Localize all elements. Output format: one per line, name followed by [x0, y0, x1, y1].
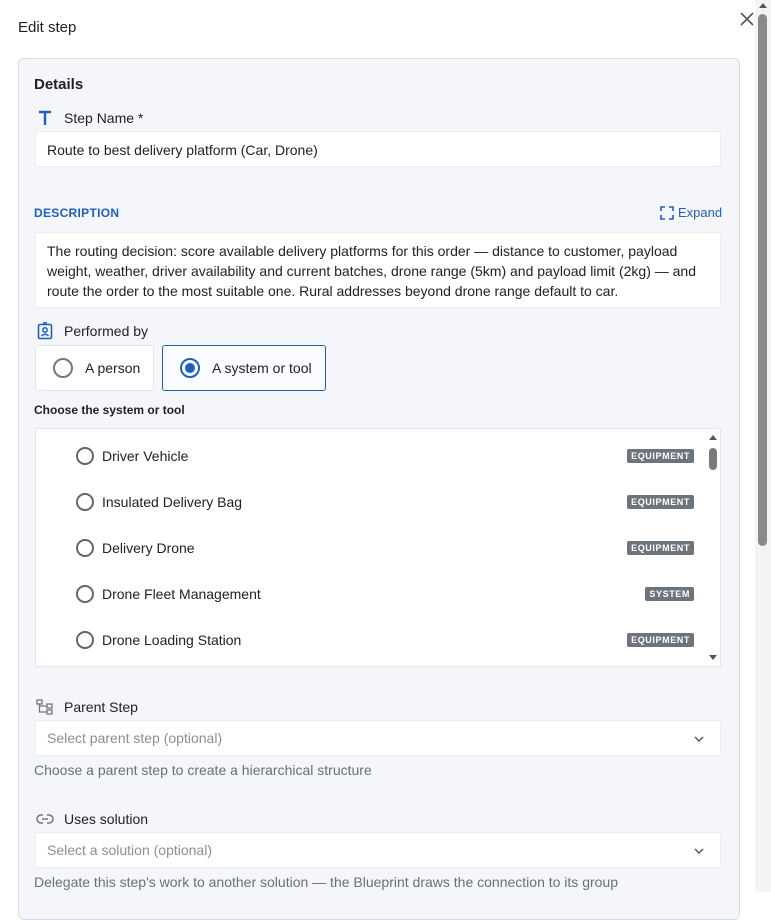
- parent-step-select[interactable]: [35, 720, 721, 756]
- uses-solution-label-row: [34, 809, 148, 829]
- close-icon[interactable]: [738, 10, 756, 28]
- uses-solution-helper: Delegate this step's work to another solution — the Blueprint draws the connection to its group: [34, 874, 619, 890]
- person-option-label: A person: [85, 360, 141, 376]
- scrollbar-thumb[interactable]: [758, 14, 767, 546]
- list-item[interactable]: [36, 433, 706, 479]
- item-radio[interactable]: [76, 447, 94, 465]
- parent-step-label: Parent Step: [64, 699, 138, 715]
- performer-option-person[interactable]: [35, 345, 154, 391]
- type-badge: EQUIPMENT: [627, 541, 694, 555]
- uses-solution-label: Uses solution: [64, 811, 149, 827]
- dialog-scrollbar[interactable]: [755, 0, 771, 892]
- description-textarea[interactable]: The routing decision: score available delivery platforms for this order — distance to customer, payload weight, weather, driver availability and current batches, drone range (5km) and payload limit (2kg) — and route the order to the most suitable one. Rural addresses beyond drone range default to car.: [35, 232, 721, 308]
- uses-solution-select[interactable]: [35, 832, 721, 868]
- system-tool-listbox: [35, 428, 721, 667]
- choose-system-label: Choose the system or tool: [34, 403, 185, 417]
- list-item[interactable]: [36, 525, 706, 571]
- list-scrollbar-thumb[interactable]: [709, 448, 717, 470]
- item-label: Drone Loading Station: [102, 632, 242, 648]
- chevron-down-icon: [694, 734, 704, 744]
- scroll-up-arrow-icon[interactable]: [759, 3, 767, 8]
- chevron-down-icon: [694, 846, 704, 856]
- details-section-title: Details: [34, 76, 84, 93]
- item-radio[interactable]: [76, 585, 94, 603]
- description-label: DESCRIPTION: [34, 206, 120, 220]
- type-badge: SYSTEM: [645, 587, 694, 601]
- item-label: Driver Vehicle: [102, 448, 189, 464]
- expand-label: Expand: [678, 205, 723, 220]
- item-radio[interactable]: [76, 493, 94, 511]
- item-label: Delivery Drone: [102, 540, 195, 556]
- item-radio[interactable]: [76, 631, 94, 649]
- performed-by-label-row: [34, 321, 148, 341]
- listbox-scrollbar[interactable]: [706, 429, 720, 666]
- expand-icon: [660, 206, 674, 220]
- step-name-input[interactable]: Route to best delivery platform (Car, Drone): [35, 131, 721, 167]
- parent-step-helper: Choose a parent step to create a hierarchical structure: [34, 762, 372, 778]
- type-badge: EQUIPMENT: [627, 449, 694, 463]
- link-icon: [34, 809, 56, 829]
- item-radio[interactable]: [76, 539, 94, 557]
- list-item[interactable]: [36, 617, 706, 663]
- performer-option-system[interactable]: [162, 345, 326, 391]
- badge-icon: [34, 321, 56, 341]
- type-badge: EQUIPMENT: [627, 633, 694, 647]
- uses-solution-placeholder: Select a solution (optional): [47, 842, 212, 858]
- step-name-label-row: [34, 108, 143, 128]
- list-item[interactable]: [36, 479, 706, 525]
- item-label: Drone Fleet Management: [102, 586, 261, 602]
- list-item[interactable]: [36, 571, 706, 617]
- system-option-label: A system or tool: [212, 360, 312, 376]
- type-badge: EQUIPMENT: [627, 495, 694, 509]
- system-radio[interactable]: [180, 358, 200, 378]
- item-label: Insulated Delivery Bag: [102, 494, 243, 510]
- step-name-label: Step Name *: [64, 110, 144, 126]
- list-scroll-down-icon[interactable]: [709, 655, 717, 660]
- parent-step-placeholder: Select parent step (optional): [47, 730, 223, 746]
- list-scroll-up-icon[interactable]: [709, 435, 717, 440]
- hierarchy-icon: [34, 697, 56, 717]
- expand-button[interactable]: [660, 205, 722, 220]
- person-radio[interactable]: [53, 358, 73, 378]
- dialog-title: Edit step: [18, 19, 77, 36]
- text-type-icon: [34, 108, 56, 128]
- performed-by-label: Performed by: [64, 323, 149, 339]
- parent-step-label-row: [34, 697, 138, 717]
